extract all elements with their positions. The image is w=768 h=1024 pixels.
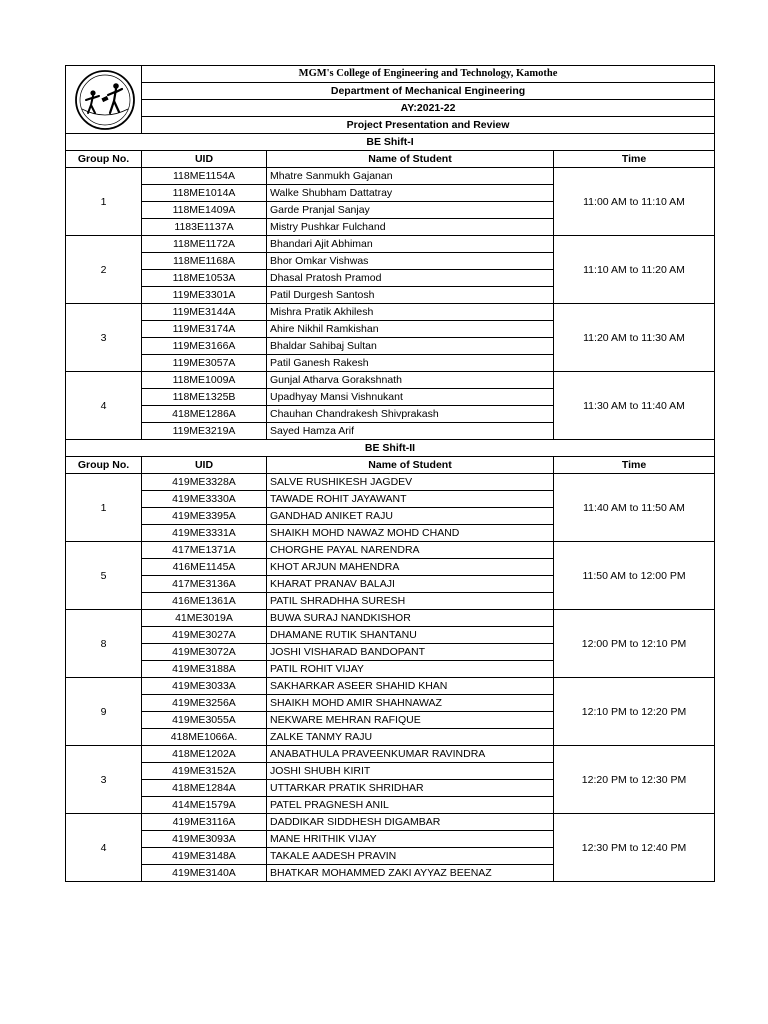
student-row [66,304,715,321]
time-slot: 12:00 PM to 12:10 PM [554,610,715,678]
student-name: Bhandari Ajit Abhiman [267,236,554,253]
student-name: TAWADE ROHIT JAYAWANT [267,491,554,508]
shift-title-row [66,134,715,151]
student-row [66,542,715,559]
time-slot: 11:40 AM to 11:50 AM [554,474,715,542]
shift-title-row [66,440,715,457]
student-name: DHAMANE RUTIK SHANTANU [267,627,554,644]
student-uid: 419ME3027A [142,627,267,644]
student-name: Garde Pranjal Sanjay [267,202,554,219]
student-name: UTTARKAR PRATIK SHRIDHAR [267,780,554,797]
student-uid: 419ME3395A [142,508,267,525]
academic-year: AY:2021-22 [142,100,715,117]
student-uid: 419ME3331A [142,525,267,542]
student-uid: 418ME1286A [142,406,267,423]
time-slot: 11:50 AM to 12:00 PM [554,542,715,610]
student-uid: 419ME3093A [142,831,267,848]
column-header: Time [554,151,715,168]
student-uid: 417ME3136A [142,576,267,593]
student-uid: 118ME1409A [142,202,267,219]
student-name: CHORGHE PAYAL NARENDRA [267,542,554,559]
student-uid: 118ME1014A [142,185,267,202]
student-row [66,474,715,491]
student-uid: 118ME1172A [142,236,267,253]
group-number: 4 [66,372,142,440]
student-uid: 419ME3072A [142,644,267,661]
time-slot: 11:00 AM to 11:10 AM [554,168,715,236]
student-name: JOSHI SHUBH KIRIT [267,763,554,780]
time-slot: 12:30 PM to 12:40 PM [554,814,715,882]
student-uid: 419ME3055A [142,712,267,729]
student-row [66,746,715,763]
student-name: Dhasal Pratosh Pramod [267,270,554,287]
student-name: ANABATHULA PRAVEENKUMAR RAVINDRA [267,746,554,763]
group-number: 3 [66,746,142,814]
column-header: Group No. [66,457,142,474]
student-name: NEKWARE MEHRAN RAFIQUE [267,712,554,729]
student-uid: 419ME3116A [142,814,267,831]
student-uid: 118ME1168A [142,253,267,270]
department-title: Department of Mechanical Engineering [142,83,715,100]
time-slot: 11:20 AM to 11:30 AM [554,304,715,372]
student-name: Mishra Pratik Akhilesh [267,304,554,321]
student-name: GANDHAD ANIKET RAJU [267,508,554,525]
time-slot: 11:10 AM to 11:20 AM [554,236,715,304]
student-uid: 118ME1325B [142,389,267,406]
student-name: Patil Ganesh Rakesh [267,355,554,372]
student-uid: 418ME1202A [142,746,267,763]
student-name: BHATKAR MOHAMMED ZAKI AYYAZ BEENAZ [267,865,554,882]
group-number: 4 [66,814,142,882]
student-uid: 119ME3301A [142,287,267,304]
student-name: Sayed Hamza Arif [267,423,554,440]
schedule-table [65,65,715,882]
column-header: UID [142,151,267,168]
student-uid: 118ME1154A [142,168,267,185]
student-name: JOSHI VISHARAD BANDOPANT [267,644,554,661]
event-title: Project Presentation and Review [142,117,715,134]
student-uid: 118ME1053A [142,270,267,287]
group-number: 1 [66,474,142,542]
student-uid: 419ME3188A [142,661,267,678]
student-row [66,372,715,389]
time-slot: 12:10 PM to 12:20 PM [554,678,715,746]
student-name: DADDIKAR SIDDHESH DIGAMBAR [267,814,554,831]
student-row [66,678,715,695]
student-uid: 419ME3152A [142,763,267,780]
student-name: SHAIKH MOHD AMIR SHAHNAWAZ [267,695,554,712]
student-uid: 417ME1371A [142,542,267,559]
student-name: Mistry Pushkar Fulchand [267,219,554,236]
student-row [66,814,715,831]
student-name: SHAIKH MOHD NAWAZ MOHD CHAND [267,525,554,542]
student-name: SAKHARKAR ASEER SHAHID KHAN [267,678,554,695]
student-name: PATEL PRAGNESH ANIL [267,797,554,814]
column-header: Group No. [66,151,142,168]
student-uid: 119ME3057A [142,355,267,372]
student-name: Upadhyay Mansi Vishnukant [267,389,554,406]
student-uid: 419ME3330A [142,491,267,508]
logo-cell [69,66,142,134]
column-header-row [66,457,715,474]
student-uid: 118ME1009A [142,372,267,389]
student-name: SALVE RUSHIKESH JAGDEV [267,474,554,491]
student-name: KHARAT PRANAV BALAJI [267,576,554,593]
student-name: Bhaldar Sahibaj Sultan [267,338,554,355]
column-header: Time [554,457,715,474]
student-uid: 414ME1579A [142,797,267,814]
group-number: 9 [66,678,142,746]
student-uid: 119ME3219A [142,423,267,440]
time-slot: 12:20 PM to 12:30 PM [554,746,715,814]
student-uid: 119ME3174A [142,321,267,338]
college-logo [74,69,136,131]
student-name: Ahire Nikhil Ramkishan [267,321,554,338]
time-slot: 11:30 AM to 11:40 AM [554,372,715,440]
student-name: Patil Durgesh Santosh [267,287,554,304]
student-name: Gunjal Atharva Gorakshnath [267,372,554,389]
student-name: TAKALE AADESH PRAVIN [267,848,554,865]
schedule-body [66,66,715,882]
student-uid: 418ME1066A. [142,729,267,746]
group-number: 1 [66,168,142,236]
student-uid: 41ME3019A [142,610,267,627]
student-name: ZALKE TANMY RAJU [267,729,554,746]
student-name: BUWA SURAJ NANDKISHOR [267,610,554,627]
group-number: 8 [66,610,142,678]
student-name: PATIL SHRADHHA SURESH [267,593,554,610]
student-uid: 416ME1145A [142,559,267,576]
student-name: Walke Shubham Dattatray [267,185,554,202]
student-uid: 419ME3140A [142,865,267,882]
student-uid: 418ME1284A [142,780,267,797]
student-name: Chauhan Chandrakesh Shivprakash [267,406,554,423]
student-uid: 419ME3033A [142,678,267,695]
group-number: 3 [66,304,142,372]
shift-title: BE Shift-I [66,134,715,151]
shift-title: BE Shift-II [66,440,715,457]
student-name: KHOT ARJUN MAHENDRA [267,559,554,576]
student-row [66,610,715,627]
student-name: Mhatre Sanmukh Gajanan [267,168,554,185]
column-header: Name of Student [267,457,554,474]
student-row [66,168,715,185]
student-row [66,236,715,253]
student-uid: 119ME3166A [142,338,267,355]
student-uid: 419ME3328A [142,474,267,491]
student-uid: 416ME1361A [142,593,267,610]
college-title: MGM's College of Engineering and Technology, Kamothe [142,66,715,83]
column-header: UID [142,457,267,474]
group-number: 2 [66,236,142,304]
group-number: 5 [66,542,142,610]
student-name: Bhor Omkar Vishwas [267,253,554,270]
student-uid: 419ME3148A [142,848,267,865]
student-uid: 1183E1137A [142,219,267,236]
student-uid: 419ME3256A [142,695,267,712]
column-header: Name of Student [267,151,554,168]
column-header-row [66,151,715,168]
student-name: PATIL ROHIT VIJAY [267,661,554,678]
student-uid: 119ME3144A [142,304,267,321]
student-name: MANE HRITHIK VIJAY [267,831,554,848]
